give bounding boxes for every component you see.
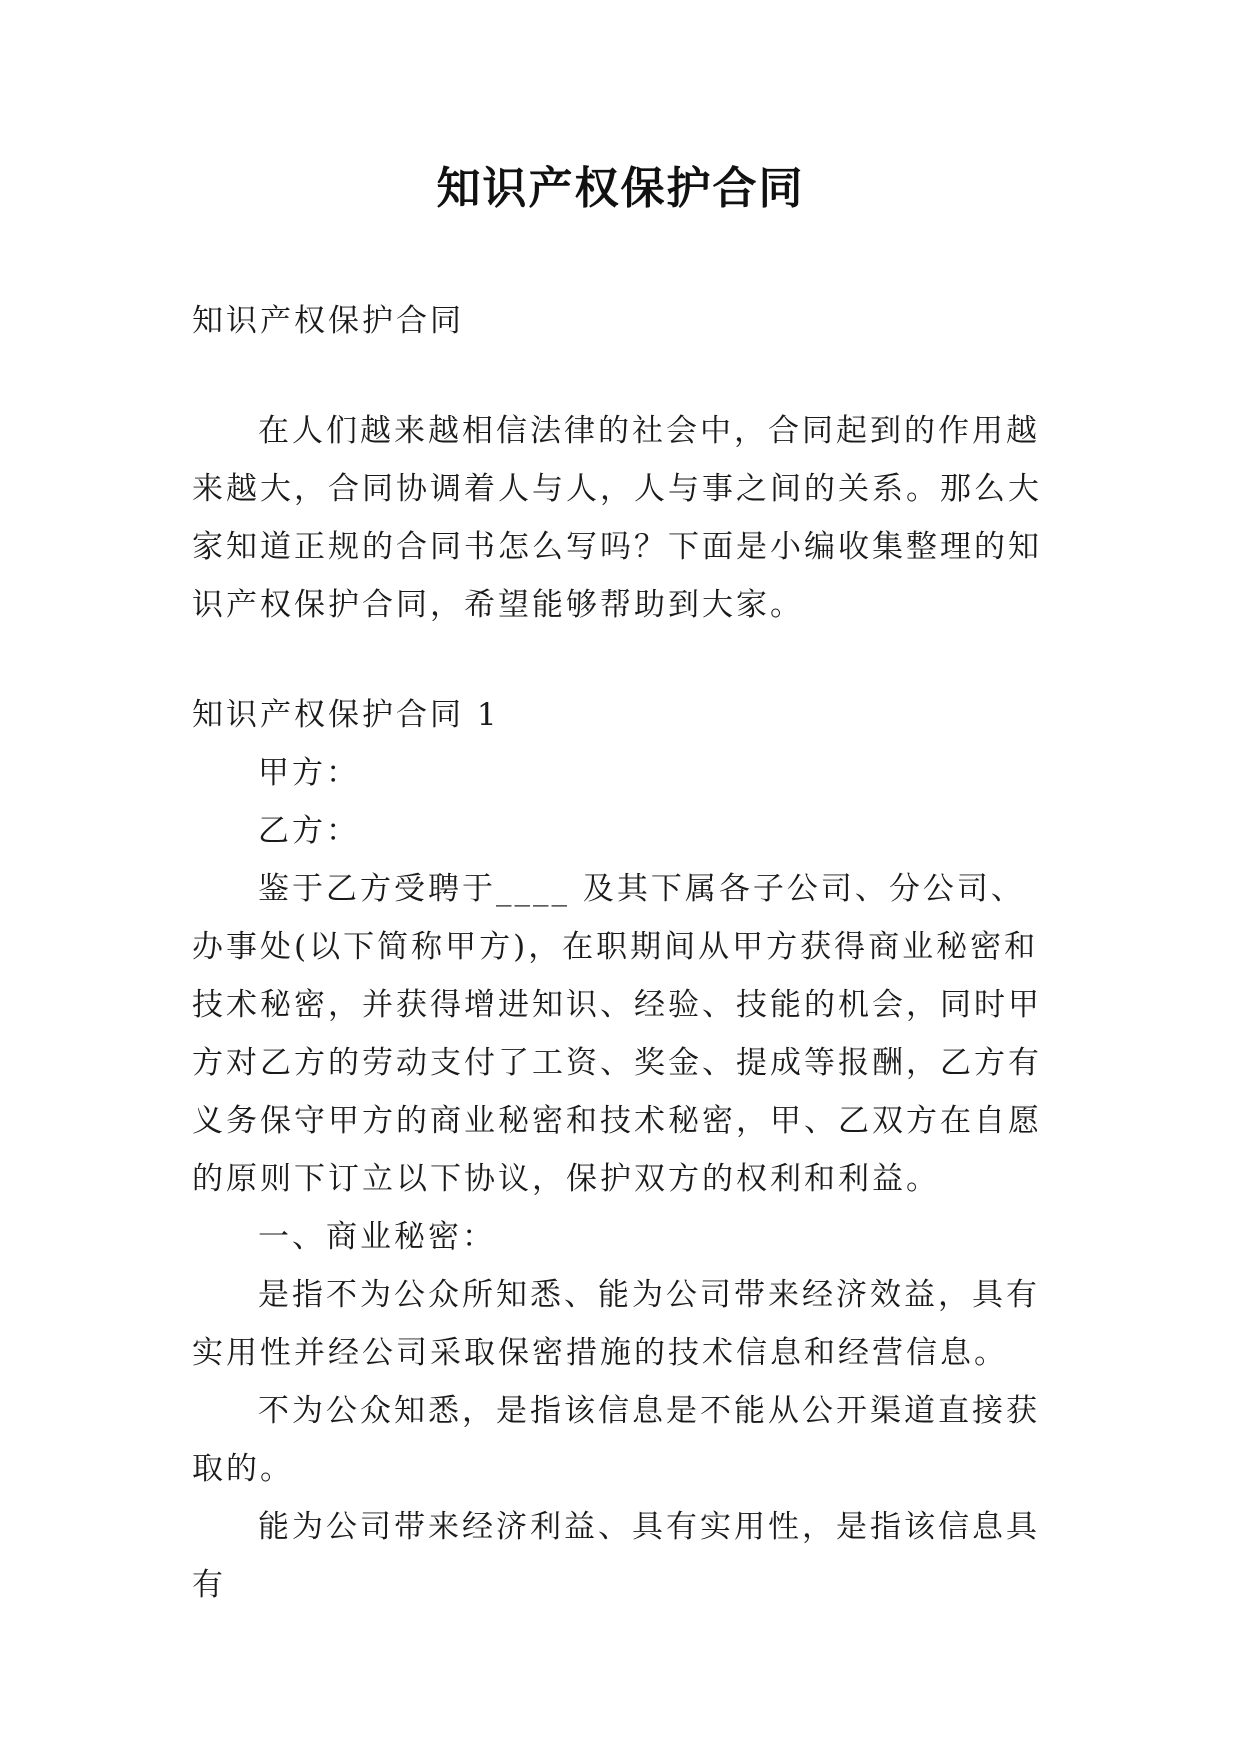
clause-paragraph: 不为公众知悉，是指该信息是不能从公开渠道直接获取的。 <box>192 1393 1040 1487</box>
section-heading: 知识产权保护合同 1 <box>192 697 500 733</box>
party-a-line: 甲方： <box>258 755 360 791</box>
party-b-line: 乙方： <box>258 813 360 849</box>
clause-definition-paragraph: 是指不为公众所知悉、能为公司带来经济效益，具有实用性并经公司采取保密措施的技术信息和经营信息。 <box>192 1277 1040 1371</box>
clause-heading: 一、商业秘密： <box>258 1219 496 1255</box>
document-body <box>192 292 1058 1614</box>
document-subtitle: 知识产权保护合同 <box>192 303 464 339</box>
intro-paragraph: 在人们越来越相信法律的社会中，合同起到的作用越来越大，合同协调着人与人，人与事之间的关系。那么大家知道正规的合同书怎么写吗？下面是小编收集整理的知识产权保护合同，希望能够帮助到大家。 <box>192 413 1042 623</box>
preamble-paragraph: 鉴于乙方受聘于____ 及其下属各子公司、分公司、办事处(以下简称甲方)，在职期间从甲方获得商业秘密和技术秘密，并获得增进知识、经验、技能的机会，同时甲方对乙方的劳动支付了工资、奖金、提成等报酬，乙方有义务保守甲方的商业秘密和技术秘密，甲、乙双方在自愿的原则下订立以下协议，保护双方的权利和利益。 <box>192 871 1042 1197</box>
document-title: 知识产权保护合同 <box>436 163 805 214</box>
clause-paragraph: 能为公司带来经济利益、具有实用性，是指该信息具有 <box>192 1509 1040 1603</box>
